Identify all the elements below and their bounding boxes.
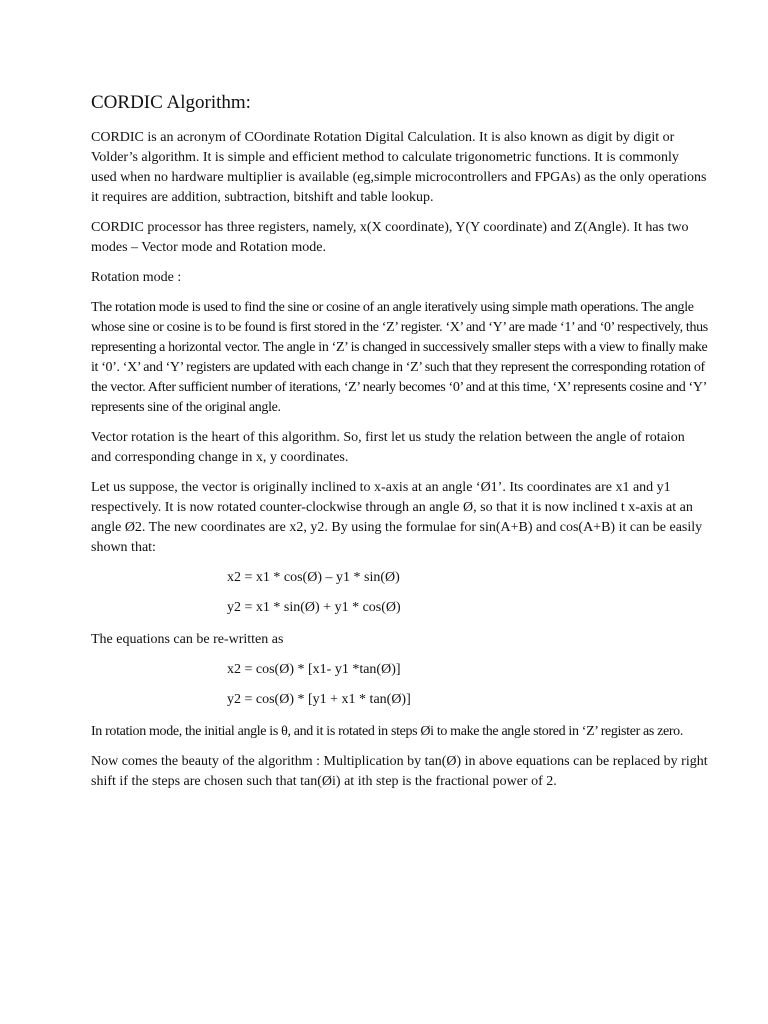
paragraph-registers: CORDIC processor has three registers, namely, x(X coordinate), Y(Y coordinate) and Z(Angle). It has two modes – Vector mode and Rotation mode.	[91, 220, 689, 255]
rotation-mode-heading: Rotation mode :	[91, 270, 182, 285]
equation-block-1	[91, 568, 708, 618]
paragraph-suppose: Let us suppose, the vector is originally inclined to x-axis at an angle ‘Ø1’. Its coordinates are x1 and y1 respectively. It is now rotated counter-clockwise through an angle Ø, so that it is now inclined t x-axis at an angle Ø2. The new coordinates are x2, y2. By using the formulae for sin(A+B) and cos(A+B) it can be easily shown that:	[91, 480, 703, 555]
equation-y2: y2 = x1 * sin(Ø) + y1 * cos(Ø)	[227, 600, 401, 615]
paragraph-beauty: Now comes the beauty of the algorithm : Multiplication by tan(Ø) in above equations can be replaced by right shift if the steps are chosen such that tan(Øi) at ith step is the fractional power of 2.	[91, 754, 708, 789]
paragraph-rewritten: The equations can be re-written as	[91, 632, 284, 647]
paragraph-rotation-mode: The rotation mode is used to find the sine or cosine of an angle iteratively using simple math operations. The angle whose sine or cosine is to be found is first stored in the ‘Z’ register. ‘X’ and ‘Y’ are made ‘1’ and ‘0’ respectively, thus representing a horizontal vector. The angle in ‘Z’ is changed in successively smaller steps with a view to finally make it ‘0’. ‘X’ and ‘Y’ registers are updated with each change in ‘Z’ such that they represent the corresponding rotation of the vector. After sufficient number of iterations, ‘Z’ nearly becomes ‘0’ and at this time, ‘X’ represents cosine and ‘Y’ represents sine of the original angle.	[91, 300, 708, 415]
paragraph-initial-angle: In rotation mode, the initial angle is θ, and it is rotated in steps Øi to make the angle stored in ‘Z’ register as zero.	[91, 724, 683, 739]
equation-x2: x2 = x1 * cos(Ø) – y1 * sin(Ø)	[227, 570, 400, 585]
paragraph-vector-rotation: Vector rotation is the heart of this algorithm. So, first let us study the relation between the angle of rotaion and corresponding change in x, y coordinates.	[91, 430, 685, 465]
equation-block-2	[91, 660, 708, 710]
equation-x2-rewritten: x2 = cos(Ø) * [x1- y1 *tan(Ø)]	[227, 662, 401, 677]
paragraph-intro: CORDIC is an acronym of COordinate Rotation Digital Calculation. It is also known as digit by digit or Volder’s algorithm. It is simple and efficient method to calculate trigonometric functions. It is commonly used when no hardware multiplier is available (eg,simple microcontrollers and FPGAs) as the only operations it requires are addition, subtraction, bitshift and table lookup.	[91, 130, 707, 205]
document-title: CORDIC Algorithm:	[91, 92, 251, 113]
equation-y2-rewritten: y2 = cos(Ø) * [y1 + x1 * tan(Ø)]	[227, 692, 411, 707]
